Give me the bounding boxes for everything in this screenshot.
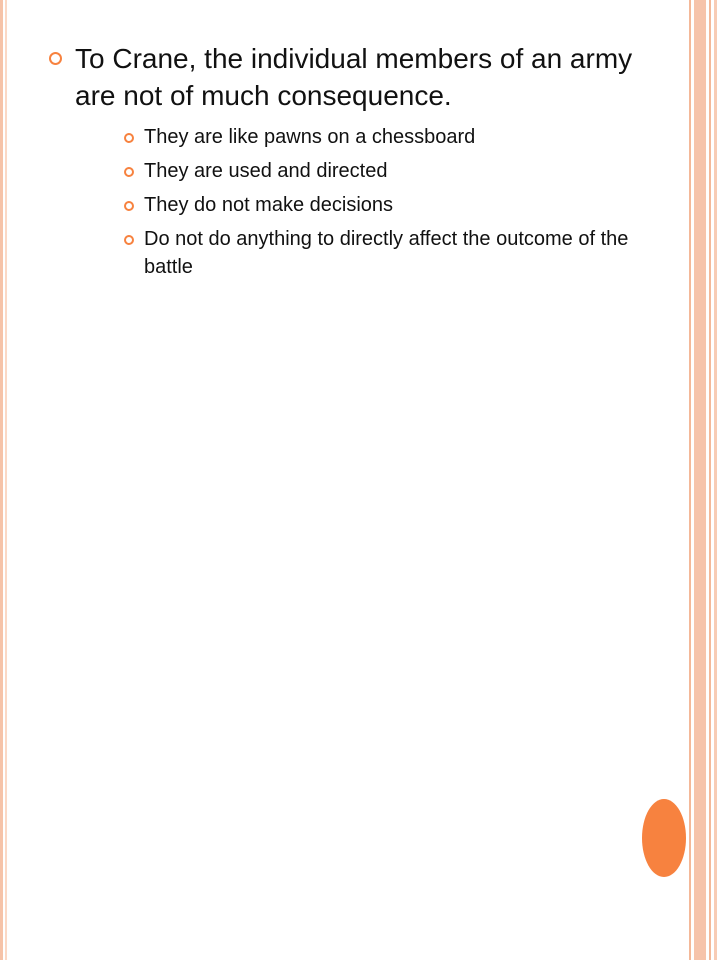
sub-bullet-item [40,225,640,281]
ring-bullet-icon [124,235,134,245]
right-decorative-stripe-thin [689,0,691,960]
sub-bullet-item [40,191,640,219]
slide-content [40,40,640,287]
sub-bullet-item [40,157,640,185]
right-decorative-stripe-thin [714,0,717,960]
ring-bullet-icon [124,167,134,177]
page-indicator-oval [642,799,686,877]
main-bullet-text: To Crane, the individual members of an army are not of much consequence. [75,43,633,111]
main-bullet-item [40,40,640,114]
right-decorative-stripe-thin [709,0,711,960]
sub-bullet-list [40,123,640,281]
sub-bullet-text: They are used and directed [144,160,388,182]
sub-bullet-item [40,123,640,151]
sub-bullet-text: They are like pawns on a chessboard [144,126,476,148]
ring-bullet-icon [49,52,62,65]
right-decorative-stripe [694,0,706,960]
left-decorative-stripe [0,0,3,960]
ring-bullet-icon [124,133,134,143]
ring-bullet-icon [124,201,134,211]
sub-bullet-text: Do not do anything to directly affect the outcome of the battle [144,228,629,278]
sub-bullet-text: They do not make decisions [144,194,394,216]
left-decorative-stripe-thin [5,0,7,960]
